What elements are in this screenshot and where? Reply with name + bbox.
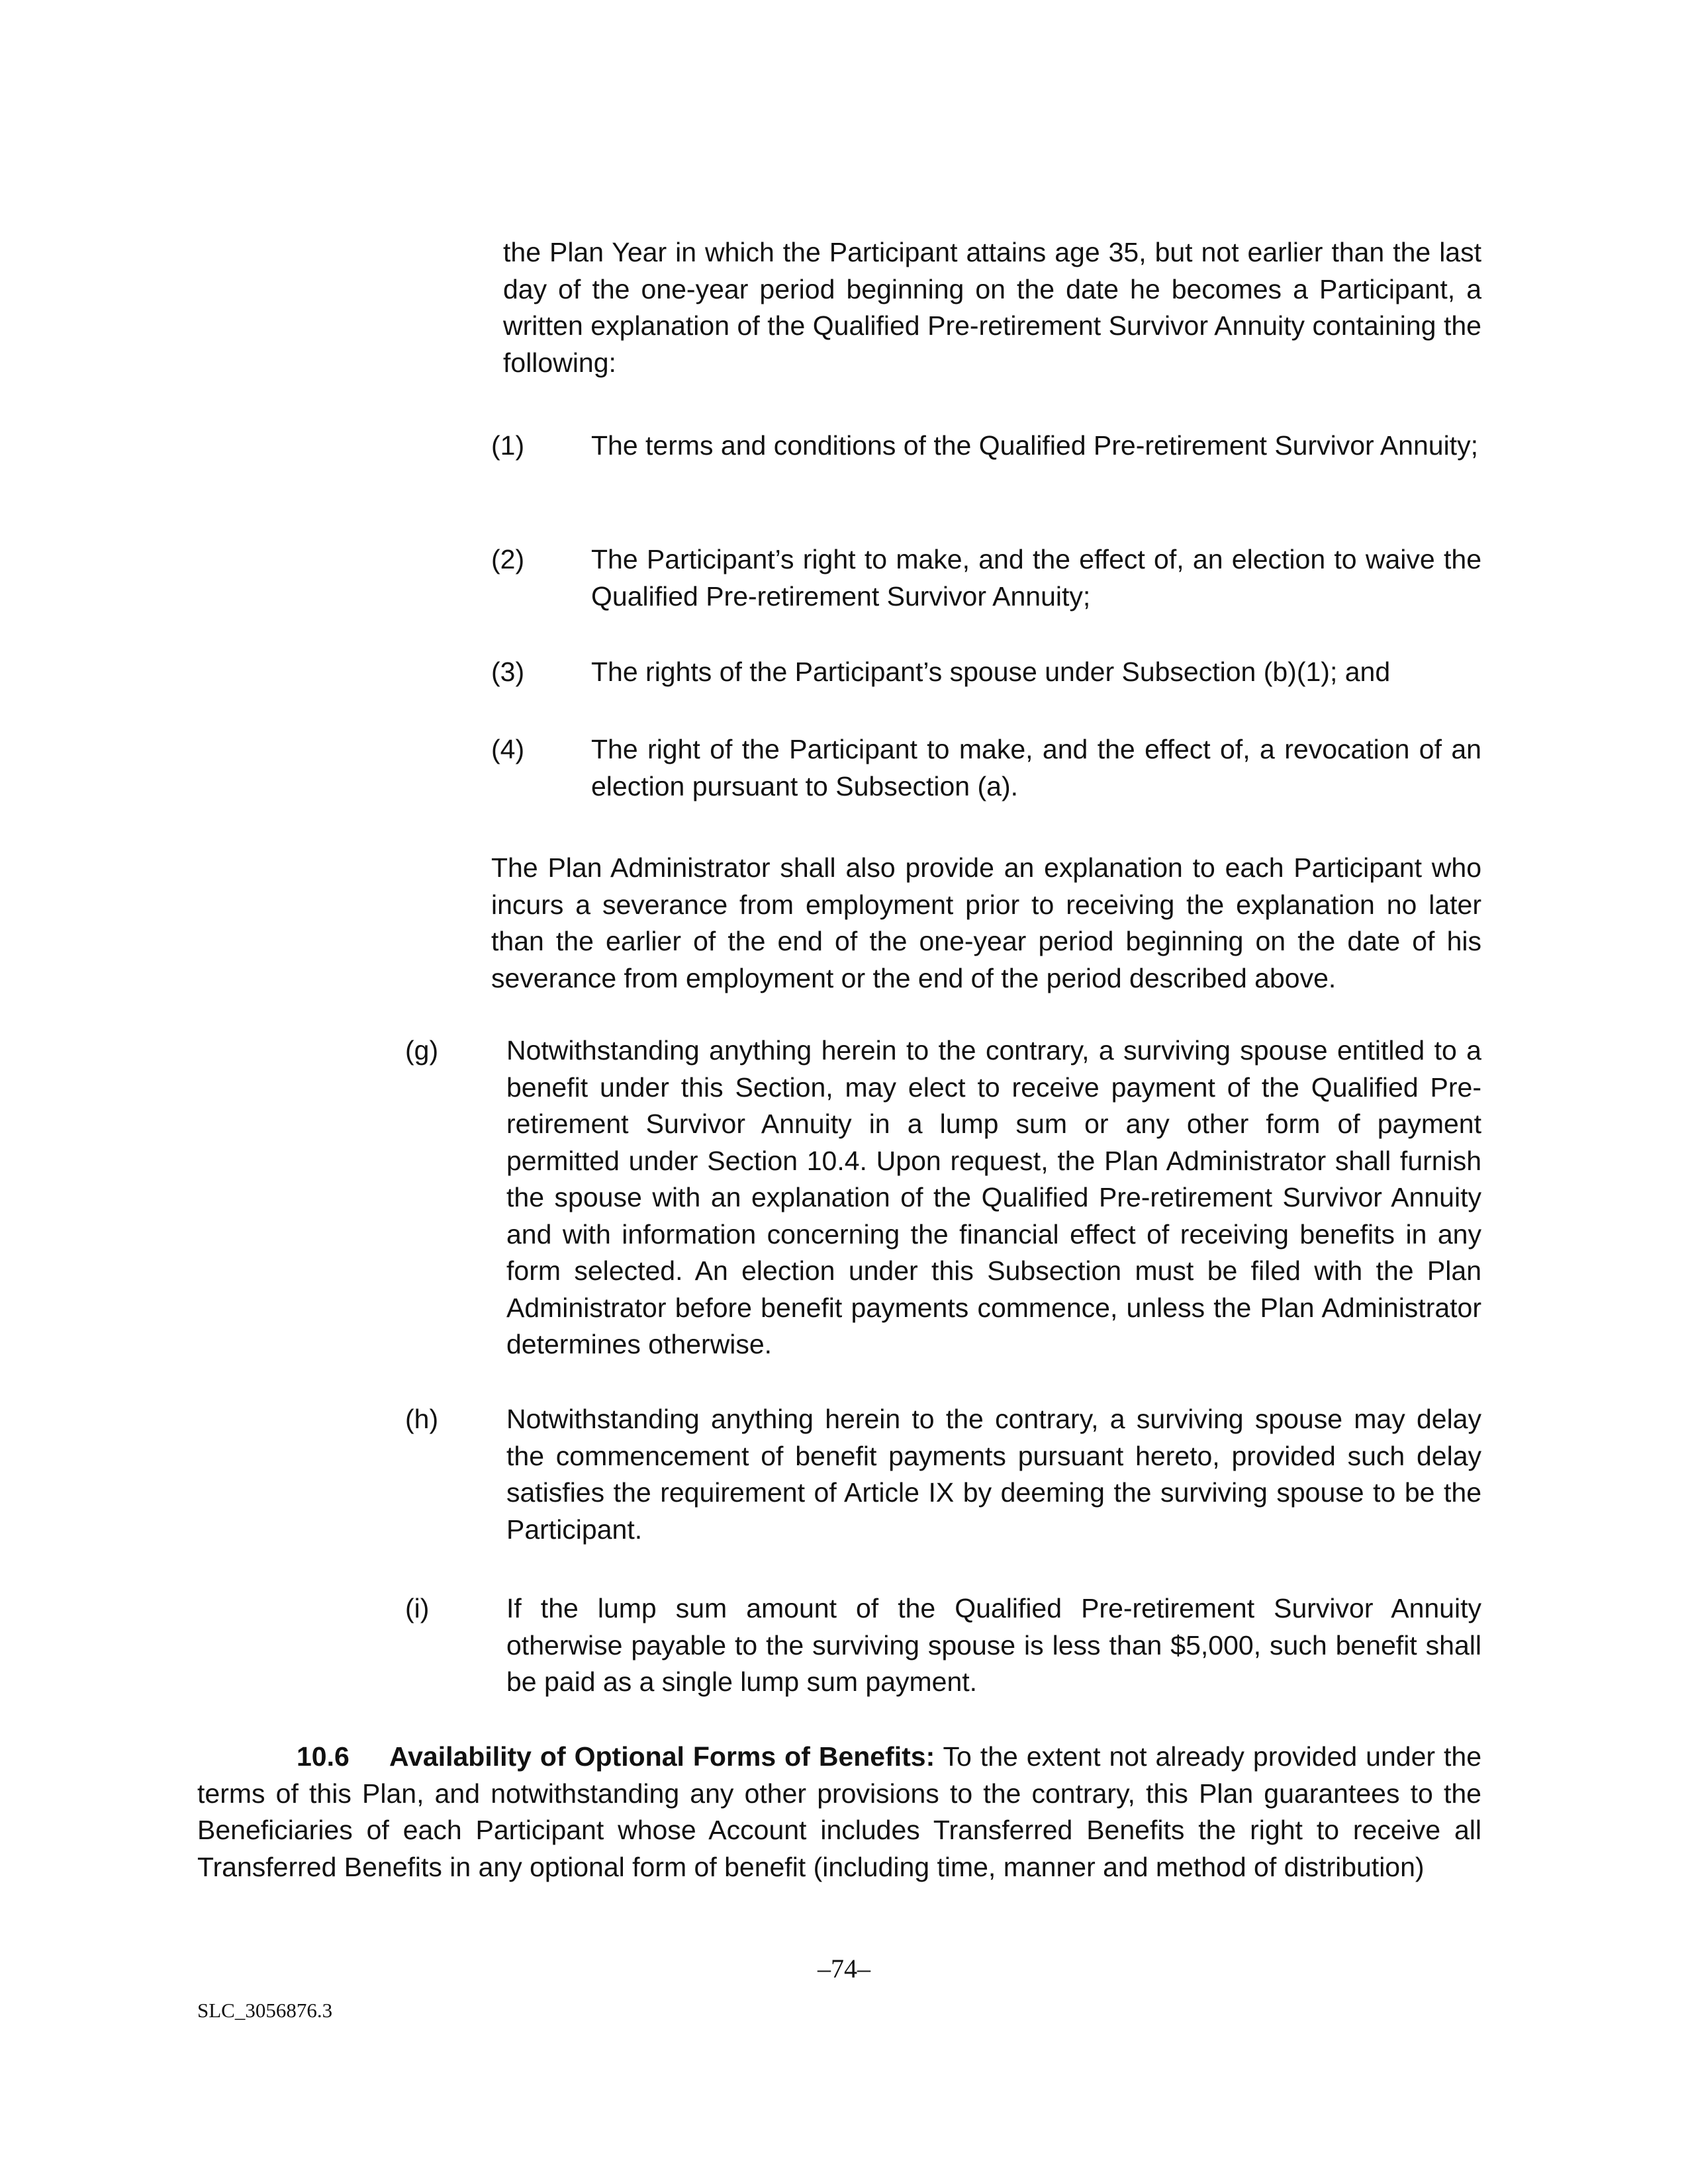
item-1-text: The terms and conditions of the Qualified Pre-retirement Survivor Annuity; [591, 430, 1478, 461]
item-4-label: (4) [491, 734, 525, 764]
plan-administrator-paragraph: The Plan Administrator shall also provide an explanation to each Participant who incurs a severance from employment prior to receiving the explanation no later than the earlier of the end of the one-year period beginning on the date of his severance from employment or the end of the period described above. [491, 852, 1481, 993]
item-3-label: (3) [491, 657, 525, 687]
subsection-i-label: (i) [405, 1593, 430, 1623]
subsection-h-text: Notwithstanding anything herein to the contrary, a surviving spouse may delay the commencement of benefit payments pursuant hereto, provided such delay satisfies the requirement of Article IX by deeming the surviving spouse to be the Participant. [506, 1404, 1481, 1545]
intro-paragraph: the Plan Year in which the Participant attains age 35, but not earlier than the last day of the one-year period beginning on the date he becomes a Participant, a written explanation of the Qualified Pre-retirement Survivor Annuity containing the following: [503, 237, 1481, 378]
item-2-label: (2) [491, 544, 525, 574]
subsection-g-label: (g) [405, 1035, 439, 1066]
document-id: SLC_3056876.3 [197, 1999, 333, 2022]
page-number: –74– [818, 1954, 870, 1983]
item-3-text: The rights of the Participant’s spouse under Subsection (b)(1); and [591, 657, 1391, 687]
subsection-i-text: If the lump sum amount of the Qualified Pre-retirement Survivor Annuity otherwise payable to the surviving spouse is less than $5,000, such benefit shall be paid as a single lump sum payment. [506, 1593, 1481, 1697]
section-title: Availability of Optional Forms of Benefits: [389, 1741, 935, 1772]
subsection-g-text: Notwithstanding anything herein to the contrary, a surviving spouse entitled to a benefit under this Section, may elect to receive payment of the Qualified Pre-retirement Survivor Annuity in a lump sum or any other form of payment permitted under Section 10.4. Upon request, the Plan Administrator shall furnish the spouse with an explanation of the Qualified Pre-retirement Survivor Annuity and with information concerning the financial effect of receiving benefits in any form selected. An election under this Subsection must be filed with the Plan Administrator before benefit payments commence, unless the Plan Administrator determines otherwise. [506, 1035, 1481, 1359]
item-4-text: The right of the Participant to make, and the effect of, a revocation of an election pursuant to Subsection (a). [591, 734, 1481, 801]
section-number: 10.6 [297, 1741, 350, 1772]
item-2-text: The Participant’s right to make, and the effect of, an election to waive the Qualified Pre-retirement Survivor Annuity; [591, 544, 1481, 612]
item-1-label: (1) [491, 430, 525, 461]
section-10-6 [197, 1739, 1481, 1886]
section-text: To the extent not already provided under the terms of this Plan, and notwithstanding any other provisions to the contrary, this Plan guarantees to the Beneficiaries of each Participant whose Account includes Transferred Benefits the right to receive all Transferred Benefits in any optional form of benefit (including time, manner and method of distribution) [197, 1741, 1482, 1882]
subsection-h-label: (h) [405, 1404, 439, 1434]
